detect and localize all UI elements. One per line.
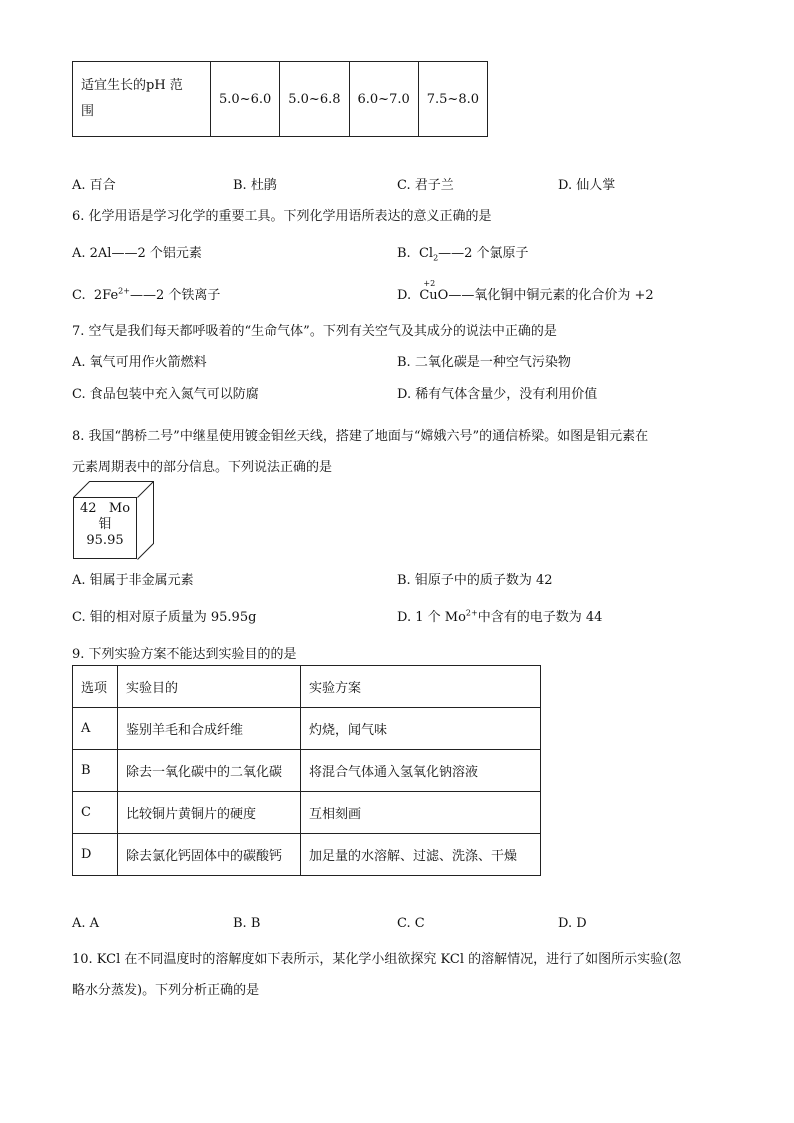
ph-value-3: 6.0~7.0 xyxy=(349,62,418,137)
ph-range-table xyxy=(72,61,488,137)
atomic-mass: 95.95 xyxy=(86,533,124,548)
q8-option-c: C. 钼的相对原子质量为 95.95g xyxy=(72,610,257,625)
q5-option-d: D. 仙人掌 xyxy=(558,178,616,193)
table-header-row xyxy=(73,666,541,708)
row-b-purpose: 除去一氧化碳中的二氧化碳 xyxy=(118,750,301,792)
ph-value-4: 7.5~8.0 xyxy=(418,62,487,137)
table-row xyxy=(73,708,541,750)
q8-option-d: D. 1 个 $Mo^{2+}$中含有的电子数为 44 xyxy=(397,608,603,625)
q9-option-d: D. D xyxy=(558,916,587,931)
q6-option-a: A. 2Al——2 个铝元素 xyxy=(72,246,202,261)
valence-mark: +2 xyxy=(423,279,436,288)
q8-option-b: B. 钼原子中的质子数为 42 xyxy=(397,573,553,588)
q9-option-c: C. C xyxy=(397,916,425,931)
header-purpose: 实验目的 xyxy=(118,666,301,708)
q8-option-a: A. 钼属于非金属元素 xyxy=(72,573,194,588)
row-d-option: D xyxy=(73,834,118,876)
q8-stem-line2: 元素周期表中的部分信息。下列说法正确的是 xyxy=(72,460,333,475)
q7-option-c: C. 食品包装中充入氮气可以防腐 xyxy=(72,387,259,402)
q6-stem: 6. 化学用语是学习化学的重要工具。下列化学用语所表达的意义正确的是 xyxy=(72,209,492,224)
q5-option-a: A. 百合 xyxy=(72,178,116,193)
ph-table-header: 适宜生长的pH 范 围 xyxy=(73,62,211,137)
ph-value-2: 5.0~6.8 xyxy=(280,62,349,137)
ph-value-1: 5.0~6.0 xyxy=(211,62,280,137)
element-symbol: Mo xyxy=(108,501,131,516)
header-option: 选项 xyxy=(73,666,118,708)
header-plan: 实验方案 xyxy=(301,666,541,708)
q7-option-b: B. 二氧化碳是一种空气污染物 xyxy=(397,355,571,370)
q7-option-a: A. 氧气可用作火箭燃料 xyxy=(72,355,207,370)
table-row xyxy=(73,792,541,834)
element-card-molybdenum xyxy=(73,481,153,559)
row-a-option: A xyxy=(73,708,118,750)
row-a-purpose: 鉴别羊毛和合成纤维 xyxy=(118,708,301,750)
row-c-purpose: 比较铜片黄铜片的硬度 xyxy=(118,792,301,834)
row-b-option: B xyxy=(73,750,118,792)
row-c-plan: 互相刻画 xyxy=(301,792,541,834)
q9-option-b: B. B xyxy=(233,916,261,931)
q6-option-b: B. $Cl_2——2$ 个氯原子 xyxy=(397,246,529,263)
row-b-plan: 将混合气体通入氢氧化钠溶液 xyxy=(301,750,541,792)
q7-option-d: D. 稀有气体含量少，没有利用价值 xyxy=(397,387,598,402)
q10-stem-line2: 略水分蒸发)。下列分析正确的是 xyxy=(72,983,260,998)
experiment-table xyxy=(72,665,541,876)
element-card-face xyxy=(73,497,137,559)
q9-stem: 9. 下列实验方案不能达到实验目的的是 xyxy=(72,647,297,662)
row-d-purpose: 除去氯化钙固体中的碳酸钙 xyxy=(118,834,301,876)
row-a-plan: 灼烧，闻气味 xyxy=(301,708,541,750)
table-row xyxy=(73,834,541,876)
q5-option-b: B. 杜鹃 xyxy=(233,178,277,193)
q9-option-a: A. A xyxy=(72,916,100,931)
element-name: 钼 xyxy=(98,517,112,532)
row-d-plan: 加足量的水溶解、过滤、洗涤、干燥 xyxy=(301,834,541,876)
row-c-option: C xyxy=(73,792,118,834)
q8-stem-line1: 8. 我国“鹊桥二号”中继星使用镀金钼丝天线，搭建了地面与“嫦娥六号”的通信桥梁。如图是钼元素在 xyxy=(72,429,649,444)
q10-stem-line1: 10. KCl 在不同温度时的溶解度如下表所示，某化学小组欲探究 KCl 的溶解情况，进行了如图所示实验(忽 xyxy=(72,952,682,967)
q5-option-c: C. 君子兰 xyxy=(397,178,454,193)
q6-option-d: D. +2 CuO——氧化铜中铜元素的化合价为 +2 xyxy=(397,279,654,303)
q6-option-c: C. $2Fe^{2+}——2$ 个铁离子 xyxy=(72,286,221,303)
table-row xyxy=(73,750,541,792)
atomic-number: 42 xyxy=(79,501,97,516)
q7-stem: 7. 空气是我们每天都呼吸着的“生命气体”。下列有关空气及其成分的说法中正确的是 xyxy=(72,324,557,339)
